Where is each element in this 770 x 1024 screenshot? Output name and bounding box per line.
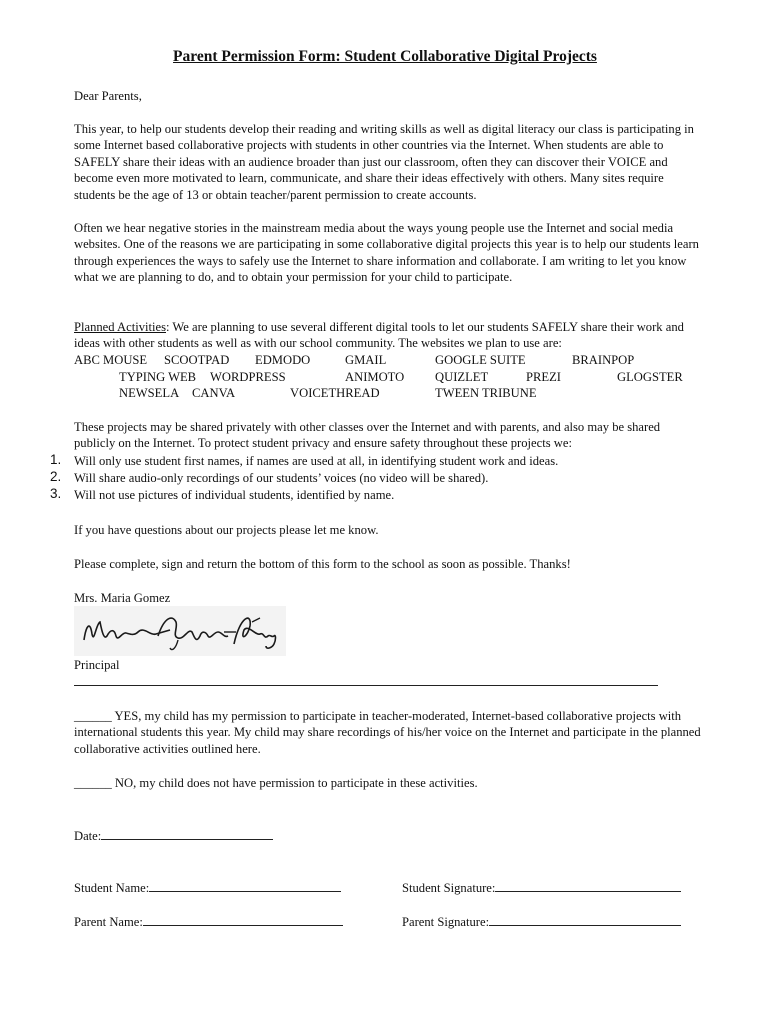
list-number: 2.: [50, 469, 62, 484]
divider-line: [74, 685, 658, 686]
date-row: [74, 827, 702, 844]
signer-name: Mrs. Maria Gomez: [74, 591, 171, 605]
tool-scootpad: SCOOTPAD: [164, 353, 230, 367]
date-label: Date:: [74, 829, 102, 843]
list-item: Will not use pictures of individual students, identified by name.: [74, 488, 395, 502]
student-signature-row: [402, 879, 702, 896]
yes-option-text: YES, my child has my permission to participate in teacher-moderated, Internet-based collaborative projects with international students this year. My child may share recordings of his/her voice on the Internet and participate in the planned collaborative activities outlined here.: [74, 709, 701, 756]
no-option: [74, 775, 702, 791]
signature-icon: [74, 606, 286, 656]
tool-tween-tribune: TWEEN TRIBUNE: [435, 386, 537, 400]
principal-label: Principal: [74, 658, 120, 672]
paragraph-media: Often we hear negative stories in the mainstream media about the ways young people use the Internet and social media websites. One of the reasons we are participating in some collaborative digital projects this year is to help our students learn through experiences the ways to safely use the Internet to share information and collaborate. I am writing to let you know what we are planning to do, and to obtain your permission for your child to participate.: [74, 221, 699, 285]
principal-signature-image: [74, 606, 286, 656]
tool-gmail: GMAIL: [345, 353, 387, 367]
tool-google-suite: GOOGLE SUITE: [435, 353, 526, 367]
tool-voicethread: VOICETHREAD: [290, 386, 380, 400]
list-number: 3.: [50, 486, 62, 501]
paragraph-activities: [74, 319, 702, 352]
yes-checkbox-blank[interactable]: ______: [74, 709, 112, 723]
tool-animoto: ANIMOTO: [345, 370, 405, 384]
paragraph-intro: This year, to help our students develop their reading and writing skills as well as digital literacy our class is participating in some Internet based collaborative projects with students in other countries via the Internet. When students are able to SAFELY share their ideas with an audience broader than just our classroom, often they can discover their VOICE and become even more motivated to learn, communicate, and share their ideas effectively with others. Many sites require students be the age of 13 or obtain teacher/parent permission to create accounts.: [74, 122, 694, 202]
date-field[interactable]: [101, 827, 273, 840]
parent-name-field[interactable]: [143, 913, 343, 926]
student-name-label: Student Name:: [74, 881, 150, 895]
yes-option: [74, 708, 702, 757]
tool-prezi: PREZI: [526, 370, 561, 384]
greeting: Dear Parents,: [74, 89, 142, 103]
parent-signature-label: Parent Signature:: [402, 915, 490, 929]
list-number: 1.: [50, 452, 62, 467]
activities-text: : We are planning to use several different digital tools to let our students SAFELY share their work and ideas with other students as well as with our school community. The websites we plan to use are:: [74, 320, 684, 351]
parent-signature-row: [402, 913, 702, 930]
no-checkbox-blank[interactable]: ______: [74, 776, 112, 790]
parent-name-label: Parent Name:: [74, 915, 143, 929]
activities-label: Planned Activities: [74, 320, 166, 334]
no-option-text: NO, my child does not have permission to participate in these activities.: [111, 776, 478, 790]
tool-abc-mouse: ABC MOUSE: [74, 353, 148, 367]
paragraph-privacy: These projects may be shared privately with other classes over the Internet and with parents, and also may be shared publicly on the Internet. To protect student privacy and ensure safety throughout these projects we:: [74, 420, 661, 451]
student-signature-field[interactable]: [495, 879, 681, 892]
list-item: Will only use student first names, if names are used at all, in identifying student work and ideas.: [74, 454, 559, 468]
list-item: Will share audio-only recordings of our students’ voices (no video will be shared).: [74, 471, 489, 485]
tool-quizlet: QUIZLET: [435, 370, 489, 384]
tool-brainpop: BRAINPOP: [572, 353, 635, 367]
tool-canva: CANVA: [192, 386, 236, 400]
tool-newsela: NEWSELA: [119, 386, 180, 400]
tool-edmodo: EDMODO: [255, 353, 311, 367]
questions-text: If you have questions about our projects please let me know.: [74, 523, 379, 537]
student-signature-label: Student Signature:: [402, 881, 496, 895]
tool-glogster: GLOGSTER: [617, 370, 683, 384]
tool-wordpress: WORDPRESS: [210, 370, 286, 384]
tool-typing-web: TYPING WEB: [119, 370, 197, 384]
student-name-field[interactable]: [149, 879, 341, 892]
complete-instructions: Please complete, sign and return the bottom of this form to the school as soon as possible. Thanks!: [74, 557, 571, 571]
form-title: Parent Permission Form: Student Collaborative Digital Projects: [173, 48, 597, 65]
parent-signature-field[interactable]: [489, 913, 681, 926]
